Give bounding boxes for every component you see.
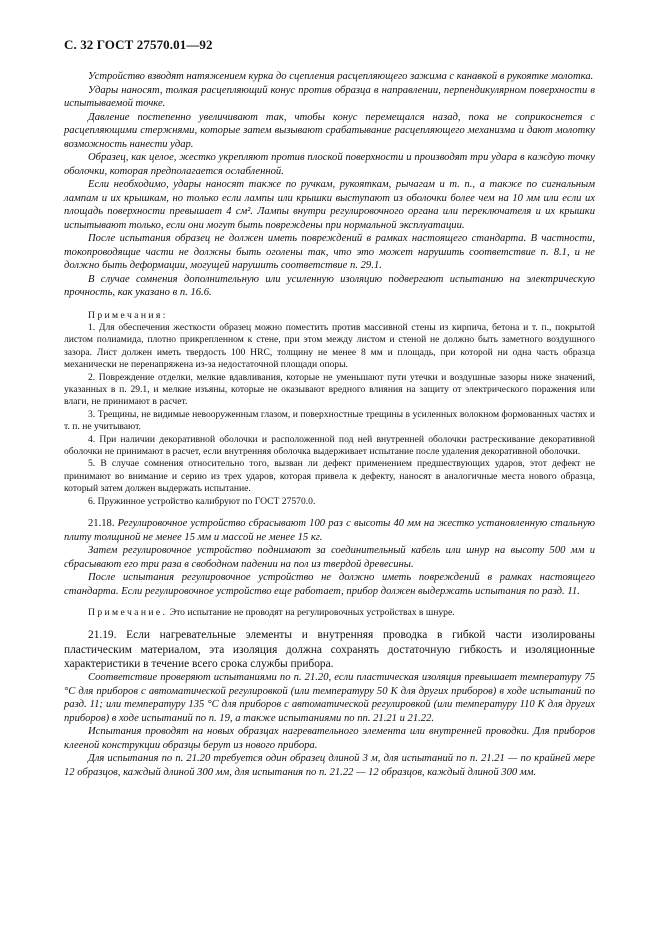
note-item: 6. Пружинное устройство калибруют по ГОСТ 27570.0.: [88, 495, 316, 507]
note-text: Это испытание не проводят на регулировочных устройствах в шнуре.: [169, 607, 455, 618]
note-item: 4. При наличии декоративной оболочки и расположенной под ней внутренней оболочки растрескивание декоративной оболочки не принимают в расчет, если внутренняя оболочка выдерживает испытание после удаления декоративной оболочки.: [64, 433, 595, 457]
paragraph: После испытания образец не должен иметь повреждений в рамках настоящего стандарта. В частности, токопроводящие части не должны быть оголены так, что это может нарушить соответствие п. 8.1, и не должно быть деформации, могущей нарушить соответствие п. 29.1.: [64, 233, 595, 271]
paragraph: Испытания проводят на новых образцах нагревательного элемента или внутренней проводки. Для приборов клееной конструкции образцы берут из нового прибора.: [64, 726, 595, 751]
note-item: 1. Для обеспечения жесткости образец можно поместить против массивной стены из кирпича, бетона и т. п., покрытой листом полиамида, плотно прикрепленном к стене, при этом между листом и стеной не должно быть заметного воздушного зазора. Лист должен иметь твердость 100 HRC, толщину не менее 8 мм и площадь, при которой ни одна часть образца механически не перенапряжена из-за недостаточной площади опоры.: [64, 321, 595, 371]
clause-21-18: [64, 517, 595, 544]
paragraph: Устройство взводят натяжением курка до сцепления расцепляющего зажима с канавкой в рукоятке молотка.: [88, 71, 594, 82]
paragraph: После испытания регулировочное устройство не должно иметь повреждений в рамках настоящего стандарта. Если регулировочное устройство еще работает, прибор должен выдержать испытания по разд. 11.: [64, 572, 595, 597]
paragraph: Если необходимо, удары наносят также по ручкам, рукояткам, рычагам и т. п., а также по сигнальным лампам и их крышкам, но только если лампы или крышки выступают из оболочки более чем на 10 мм или если их площадь поверхности превышает 4 см². Лампы внутри регулировочного органа или переключателя и их крышки испытывают только, если они могут быть повреждены при нормальной эксплуатации.: [64, 179, 595, 231]
paragraph: В случае сомнения дополнительную или усиленную изоляцию подвергают испытанию на электрическую прочность, как указано в п. 16.6.: [64, 273, 595, 298]
clause-21-19: 21.19. Если нагревательные элементы и внутренняя проводка в гибкой части изолированы пластическим материалом, эта изоляция должна сохранять достаточную гибкость и изоляционные характеристики в течение всего срока службы прибора.: [64, 629, 595, 670]
page-header: С. 32 ГОСТ 27570.01—92: [64, 37, 213, 52]
paragraph: Соответствие проверяют испытаниями по п. 21.20, если пластическая изоляция превышает температуру 75 °С для приборов с автоматической регулировкой (или температуру 50 К для других приборов) в ходе испытаний по разд. 11; или температуру 135 °С для приборов с автоматической регулировкой (или температуру 110 К для других приборов) в ходе испытаний по п. 19, а также испытаниями по пп. 21.21 и 21.22.: [64, 672, 595, 724]
paragraph: Для испытания по п. 21.20 требуется один образец длиной 3 м, для испытаний по п. 21.21 — по крайней мере 12 образцов, каждый длиной 300 мм, для испытания по п. 21.22 — 12 образцов, каждый длиной 300 мм.: [64, 753, 595, 778]
page-content: [64, 70, 595, 779]
note-item: 3. Трещины, не видимые невооруженным глазом, и поверхностные трещины в усиленных волокном формованных частях и т. п. не учитывают.: [64, 408, 595, 433]
paragraph: Образец, как целое, жестко укрепляют против плоской поверхности и производят три удара в каждую точку оболочки, которая предполагается ослабленной.: [64, 152, 595, 177]
note-label: Примечание.: [88, 607, 168, 618]
note-item: 2. Повреждение отделки, мелкие вдавливания, которые не уменьшают пути утечки и воздушные зазоры ниже значений, указанных в п. 29.1, и мелкие изъяны, которые не оказывают вредного влияния на защиту от электрического поражения или влаги, не принимают в расчет.: [64, 371, 595, 408]
note-inline: [64, 607, 595, 619]
clause-text: Регулировочное устройство сбрасывают 100 раз с высоты 40 мм на жестко установленную стальную плиту толщиной не менее 15 мм и массой не менее 15 кг.: [64, 518, 595, 543]
note-item: 5. В случае сомнения относительно того, вызван ли дефект применением предшествующих ударов, этот дефект не принимают во внимание и серию из трех ударов, которая привела к дефекту, наносят в аналогичные места нового образца, который затем должен выдержать испытание.: [64, 458, 595, 495]
notes-title: Примечания:: [88, 309, 168, 321]
paragraph: Затем регулировочное устройство поднимают за соединительный кабель или шнур на высоту 500 мм и сбрасывают его три раза в свободном падении на пол из твердой древесины.: [64, 545, 595, 570]
paragraph: Удары наносят, толкая расцепляющий конус против образца в направлении, перпендикулярном поверхности в испытываемой точке.: [64, 84, 595, 109]
notes-block: [64, 310, 595, 509]
paragraph: Давление постепенно увеличивают так, чтобы конус перемещался назад, пока не соприкоснется с расцепляющими стержнями, которые затем вызывают срабатывание расцепляющего механизма и дают молотку возможность нанести удар.: [64, 111, 595, 150]
clause-number: 21.18.: [88, 518, 115, 529]
